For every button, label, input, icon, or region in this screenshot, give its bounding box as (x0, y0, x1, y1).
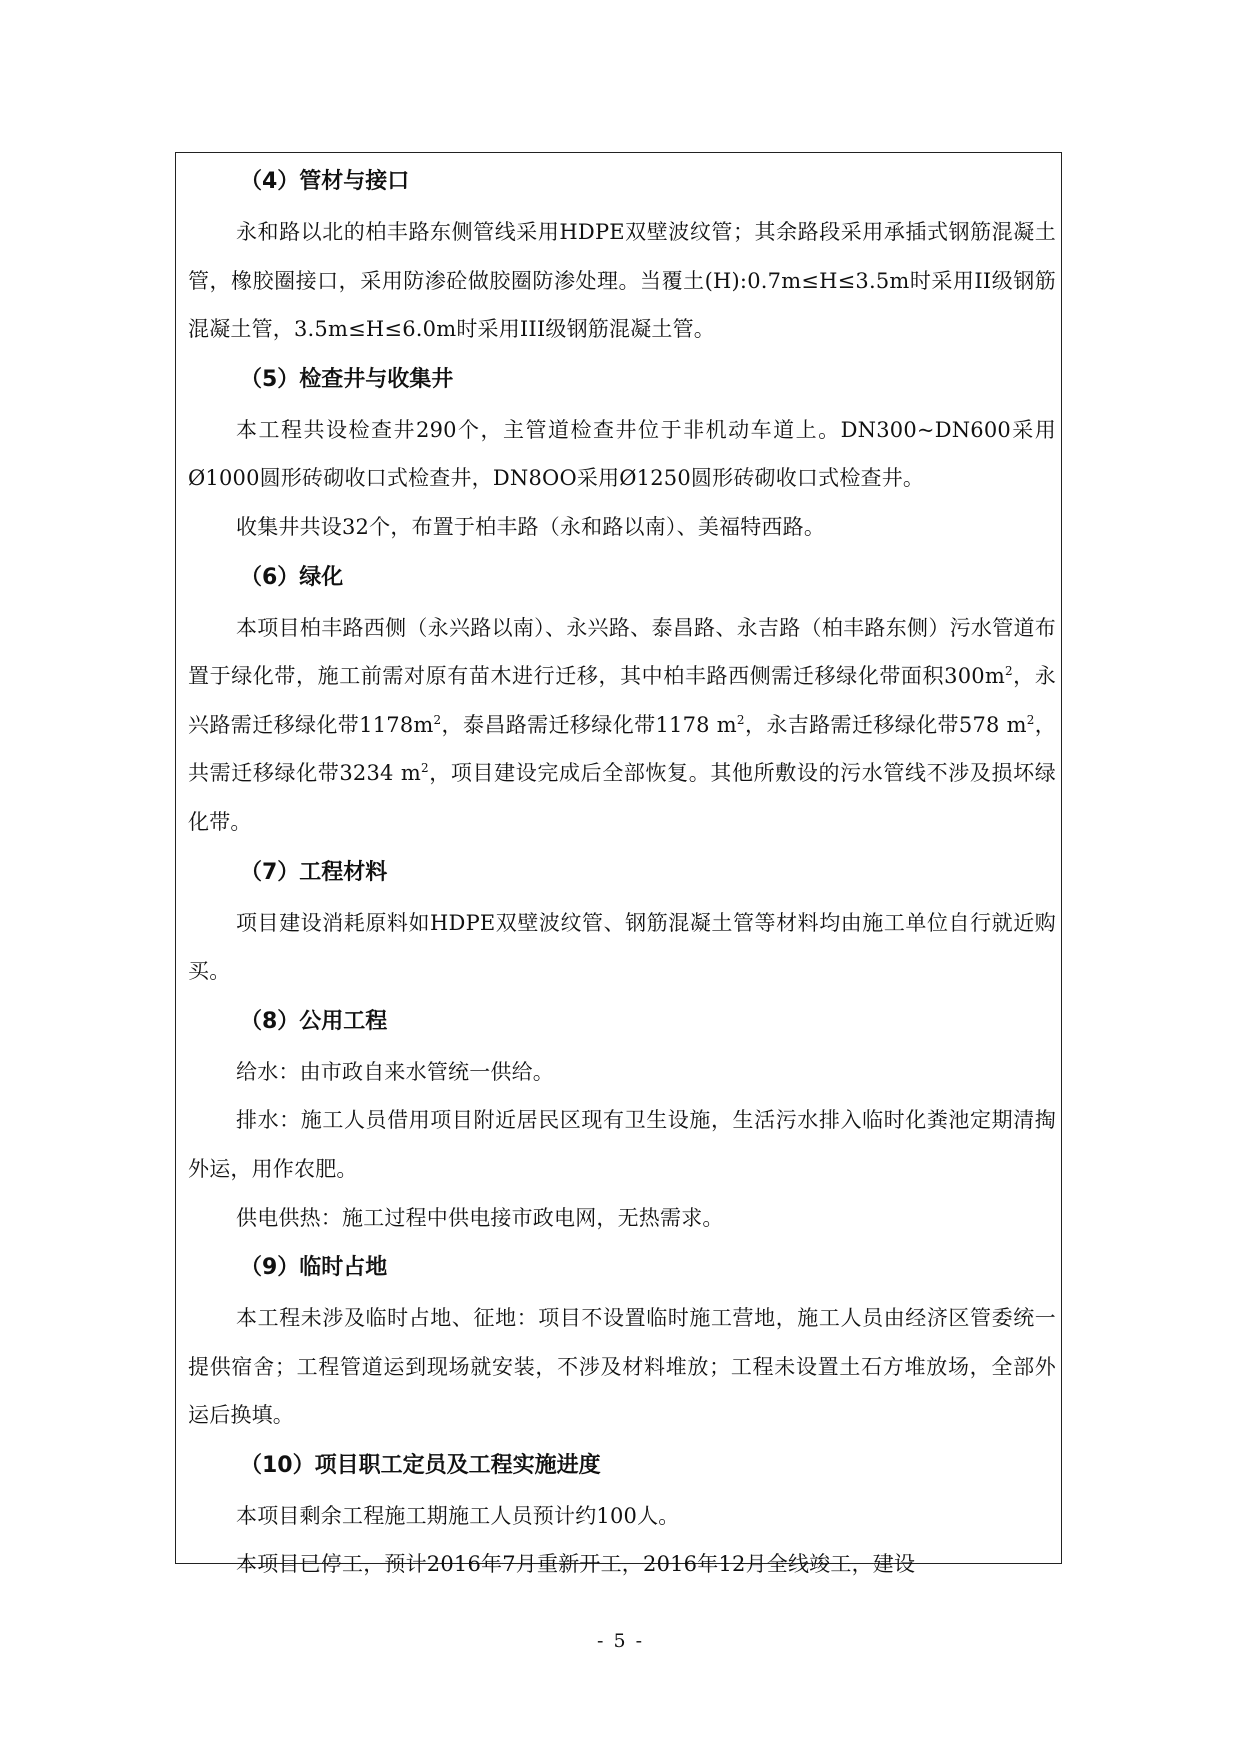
section-5-paragraph-1: 本工程共设检查井290个，主管道检查井位于非机动车道上。DN300~DN600采用Ø1000圆形砖砌收口式检查井，DN8OO采用Ø1250圆形砖砌收口式检查井。 (188, 417, 1056, 491)
page-number: - 5 - (596, 1630, 644, 1652)
section-9-paragraph: 本工程未涉及临时占地、征地：项目不设置临时施工营地，施工人员由经济区管委统一提供宿舍；工程管道运到现场就安装，不涉及材料堆放；工程未设置土石方堆放场，全部外运后换填。 (188, 1306, 1056, 1428)
superscript: 2 (1026, 712, 1035, 727)
text-run: ，永吉路需迁移绿化带578 m (744, 712, 1027, 737)
section-heading-5: （5）检查井与收集井 (240, 366, 454, 392)
section-8-paragraph-drainage: 排水：施工人员借用项目附近居民区现有卫生设施，生活污水排入临时化粪池定期清掏外运，用作农肥。 (188, 1108, 1056, 1181)
section-heading-10: （10）项目职工定员及工程实施进度 (240, 1452, 601, 1478)
text-run: ，共需迁移绿化带3234 m (188, 712, 1057, 786)
section-8-paragraph-power-heat: 供电供热：施工过程中供电接市政电网，无热需求。 (236, 1205, 724, 1230)
superscript: 2 (1004, 664, 1013, 679)
document-body (188, 156, 1056, 1589)
section-10-paragraph-1: 本项目剩余工程施工期施工人员预计约100人。 (236, 1503, 680, 1528)
section-10-paragraph-2: 本项目已停工，预计2016年7月重新开工，2016年12月全线竣工，建设 (236, 1552, 916, 1577)
section-heading-9: （9）临时占地 (240, 1255, 388, 1281)
section-4-paragraph: 永和路以北的柏丰路东侧管线采用HDPE双壁波纹管；其余路段采用承插式钢筋混凝土管，橡胶圈接口，采用防渗砼做胶圈防渗处理。当覆土(H):0.7m≤H≤3.5m时采用II级钢筋混凝土管，3.5m≤H≤6.0m时采用III级钢筋混凝土管。 (188, 220, 1056, 342)
text-run: 本项目柏丰路西侧（永兴路以南）、永兴路、泰昌路、永吉路（柏丰路东侧）污水管道布置于绿化带，施工前需对原有苗木进行迁移，其中柏丰路西侧需迁移绿化带面积300m (188, 615, 1056, 689)
section-7-paragraph: 项目建设消耗原料如HDPE双壁波纹管、钢筋混凝土管等材料均由施工单位自行就近购买。 (188, 910, 1056, 984)
section-8-paragraph-water-supply: 给水：由市政自来水管统一供给。 (236, 1059, 554, 1084)
text-run: ，项目建设完成后全部恢复。其他所敷设的污水管线不涉及损坏绿化带。 (188, 761, 1056, 834)
text-run: ，泰昌路需迁移绿化带1178 m (441, 712, 737, 737)
section-heading-7: （7）工程材料 (240, 859, 388, 885)
superscript: 2 (433, 712, 442, 727)
section-6-paragraph (188, 604, 1056, 847)
text-run: ，永兴路需迁移绿化带1178m (188, 664, 1056, 737)
section-heading-8: （8）公用工程 (240, 1008, 388, 1034)
section-heading-4: （4）管材与接口 (240, 169, 410, 194)
section-5-paragraph-2: 收集井共设32个，布置于柏丰路（永和路以南）、美福特西路。 (236, 514, 826, 539)
superscript: 2 (421, 761, 429, 776)
section-heading-6: （6）绿化 (240, 564, 344, 590)
superscript: 2 (736, 712, 745, 727)
